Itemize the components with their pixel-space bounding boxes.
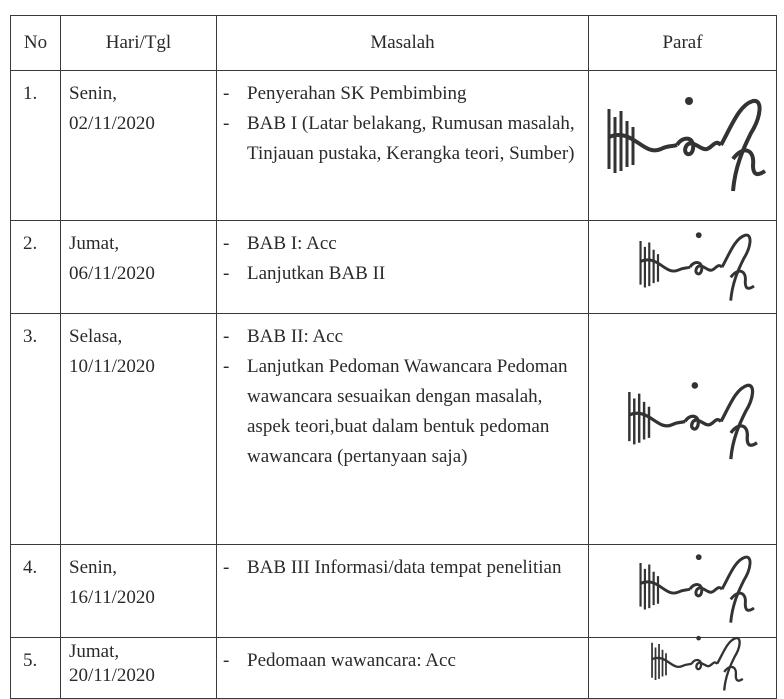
header-row xyxy=(11,16,777,71)
bullet-dash: - xyxy=(223,263,230,284)
issue-item xyxy=(223,553,584,583)
day-date-cell xyxy=(61,221,217,314)
handwritten-signature-icon xyxy=(623,547,773,627)
day-date-cell xyxy=(61,638,217,699)
header-day-date: Hari/Tgl xyxy=(61,16,217,71)
signature-cell xyxy=(589,314,777,545)
issue-cell xyxy=(217,638,589,699)
day-name: Jumat, xyxy=(69,233,120,254)
date-value: 10/11/2020 xyxy=(69,356,155,377)
table-row xyxy=(11,221,777,314)
date-value: 06/11/2020 xyxy=(69,263,155,284)
issue-text: BAB III Informasi/data tempat penelitian xyxy=(247,557,562,578)
issue-text: BAB I: Acc xyxy=(247,233,337,254)
table-row xyxy=(11,71,777,221)
header-issue: Masalah xyxy=(217,16,589,71)
issue-item xyxy=(223,79,584,109)
bullet-dash: - xyxy=(223,233,230,254)
date-value: 02/11/2020 xyxy=(69,113,155,134)
issue-cell xyxy=(217,221,589,314)
issue-item xyxy=(223,259,584,289)
day-date-cell xyxy=(61,71,217,221)
day-date-cell xyxy=(61,545,217,638)
handwritten-signature-icon xyxy=(623,225,773,305)
guidance-table xyxy=(10,15,777,699)
bullet-dash: - xyxy=(223,83,230,104)
row-number: 2. xyxy=(11,221,61,314)
issue-text: Pedomaan wawancara: Acc xyxy=(247,650,456,671)
day-name: Jumat, xyxy=(69,641,120,662)
signature-cell xyxy=(589,71,777,221)
bullet-dash: - xyxy=(223,326,230,347)
issue-item xyxy=(223,352,584,472)
issue-text: Lanjutkan Pedoman Wawancara Pedoman wawancara sesuaikan dengan masalah, aspek teori,buat dalam bentuk pedoman wawancara (pertanyaan saja) xyxy=(247,356,568,467)
bullet-dash: - xyxy=(223,650,230,671)
table-row xyxy=(11,638,777,699)
handwritten-signature-icon xyxy=(619,374,769,464)
day-name: Senin, xyxy=(69,557,118,578)
bullet-dash: - xyxy=(223,356,230,377)
handwritten-signature-icon xyxy=(623,630,773,694)
row-number: 1. xyxy=(11,71,61,221)
day-name: Selasa, xyxy=(69,326,123,347)
issue-text: BAB II: Acc xyxy=(247,326,344,347)
table-row xyxy=(11,314,777,545)
header-no: No xyxy=(11,16,61,71)
row-number: 3. xyxy=(11,314,61,545)
issue-item xyxy=(223,646,584,676)
signature-cell xyxy=(589,221,777,314)
row-number: 5. xyxy=(11,638,61,699)
issue-text: Penyerahan SK Pembimbing xyxy=(247,83,467,104)
issue-text: Lanjutkan BAB II xyxy=(247,263,386,284)
row-number: 4. xyxy=(11,545,61,638)
issue-cell xyxy=(217,545,589,638)
signature-cell xyxy=(589,638,777,699)
handwritten-signature-icon xyxy=(603,87,773,197)
date-value: 20/11/2020 xyxy=(69,665,155,686)
signature-cell xyxy=(589,545,777,638)
header-signature: Paraf xyxy=(589,16,777,71)
issue-item xyxy=(223,109,584,169)
issue-text: BAB I (Latar belakang, Rumusan masalah, Tinjauan pustaka, Kerangka teori, Sumber) xyxy=(247,113,575,164)
issue-cell xyxy=(217,71,589,221)
table-row xyxy=(11,545,777,638)
day-date-cell xyxy=(61,314,217,545)
bullet-dash: - xyxy=(223,113,230,134)
issue-item xyxy=(223,229,584,259)
date-value: 16/11/2020 xyxy=(69,587,155,608)
bullet-dash: - xyxy=(223,557,230,578)
issue-cell xyxy=(217,314,589,545)
day-name: Senin, xyxy=(69,83,118,104)
issue-item xyxy=(223,322,584,352)
